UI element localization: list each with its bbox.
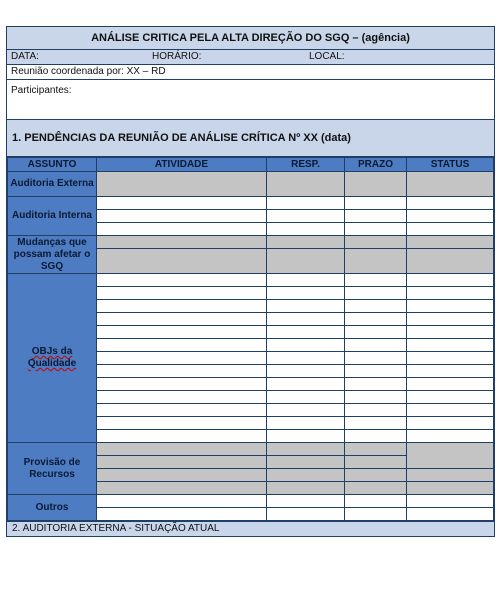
cell[interactable] [267, 287, 345, 300]
cell[interactable] [407, 339, 494, 352]
subject-provisao: Provisão de Recursos [8, 443, 97, 495]
cell[interactable] [407, 391, 494, 404]
cell[interactable] [345, 469, 407, 482]
cell[interactable] [97, 313, 267, 326]
cell[interactable] [407, 404, 494, 417]
participants-row: Participantes: [7, 80, 494, 120]
cell[interactable] [97, 249, 267, 274]
cell[interactable] [267, 300, 345, 313]
cell[interactable] [267, 249, 345, 274]
cell[interactable] [407, 430, 494, 443]
cell[interactable] [345, 391, 407, 404]
table-header-row [8, 158, 494, 172]
cell[interactable] [267, 352, 345, 365]
cell[interactable] [345, 249, 407, 274]
col-prazo: PRAZO [345, 158, 407, 172]
cell[interactable] [267, 326, 345, 339]
section1-title: 1. PENDÊNCIAS DA REUNIÃO DE ANÁLISE CRÍTICA Nº XX (data) [7, 120, 494, 157]
cell[interactable] [97, 508, 267, 521]
cell[interactable] [407, 172, 494, 197]
cell[interactable] [267, 482, 345, 495]
col-status: STATUS [407, 158, 494, 172]
cell[interactable] [97, 274, 267, 287]
table-row [8, 495, 494, 508]
cell[interactable] [345, 326, 407, 339]
table-row [8, 197, 494, 210]
cell[interactable] [407, 508, 494, 521]
cell[interactable] [407, 249, 494, 274]
cell[interactable] [407, 378, 494, 391]
cell[interactable] [267, 223, 345, 236]
subject-objs [8, 274, 97, 443]
cell[interactable] [345, 495, 407, 508]
cell[interactable] [345, 378, 407, 391]
cell[interactable] [97, 378, 267, 391]
cell[interactable] [267, 197, 345, 210]
cell[interactable] [345, 352, 407, 365]
cell[interactable] [267, 236, 345, 249]
form-title: ANÁLISE CRITICA PELA ALTA DIREÇÃO DO SGQ – (agência) [7, 27, 494, 50]
table-row [8, 274, 494, 287]
cell[interactable] [345, 404, 407, 417]
cell[interactable] [345, 456, 407, 469]
local-label: LOCAL: [309, 51, 345, 62]
coordinator-row: Reunião coordenada por: XX – RD [7, 65, 494, 80]
cell[interactable] [345, 287, 407, 300]
cell[interactable] [407, 417, 494, 430]
cell[interactable] [345, 430, 407, 443]
cell[interactable] [267, 274, 345, 287]
cell[interactable] [267, 456, 345, 469]
cell[interactable] [345, 508, 407, 521]
col-atividade: ATIVIDADE [97, 158, 267, 172]
cell[interactable] [97, 495, 267, 508]
cell[interactable] [267, 339, 345, 352]
cell[interactable] [345, 236, 407, 249]
cell[interactable] [97, 482, 267, 495]
cell[interactable] [267, 172, 345, 197]
cell[interactable] [407, 469, 494, 482]
table-row [8, 172, 494, 197]
cell[interactable] [97, 417, 267, 430]
cell[interactable] [407, 365, 494, 378]
cell[interactable] [345, 313, 407, 326]
cell[interactable] [345, 443, 407, 456]
cell[interactable] [97, 352, 267, 365]
cell[interactable] [267, 495, 345, 508]
cell[interactable] [407, 223, 494, 236]
horario-label: HORÁRIO: [152, 51, 202, 62]
data-label: DATA: [11, 51, 39, 62]
subject-outros: Outros [8, 495, 97, 521]
cell[interactable] [97, 339, 267, 352]
info-row [7, 50, 494, 65]
cell[interactable] [267, 508, 345, 521]
cell[interactable] [97, 172, 267, 197]
table-row [8, 236, 494, 249]
cell[interactable] [267, 313, 345, 326]
cell[interactable] [407, 197, 494, 210]
cell[interactable] [407, 313, 494, 326]
cell[interactable] [97, 210, 267, 223]
cell[interactable] [97, 300, 267, 313]
cell[interactable] [267, 443, 345, 456]
cell[interactable] [267, 378, 345, 391]
cell[interactable] [345, 223, 407, 236]
cell[interactable] [345, 197, 407, 210]
cell[interactable] [345, 417, 407, 430]
subject-mudancas: Mudanças que possam afetar o SGQ [8, 236, 97, 274]
cell[interactable] [267, 417, 345, 430]
cell[interactable] [407, 236, 494, 249]
cell[interactable] [97, 223, 267, 236]
cell[interactable] [97, 365, 267, 378]
pending-items-table [7, 157, 494, 521]
cell[interactable] [345, 482, 407, 495]
cell[interactable] [97, 430, 267, 443]
cell[interactable] [407, 482, 494, 495]
cell[interactable] [407, 274, 494, 287]
cell[interactable] [345, 365, 407, 378]
cell[interactable] [345, 300, 407, 313]
cell[interactable] [267, 430, 345, 443]
cell[interactable] [407, 443, 494, 469]
cell[interactable] [97, 456, 267, 469]
cell[interactable] [407, 210, 494, 223]
subject-auditoria-interna: Auditoria Interna [8, 197, 97, 236]
col-resp: RESP. [267, 158, 345, 172]
cell[interactable] [97, 404, 267, 417]
cell[interactable] [407, 495, 494, 508]
cell[interactable] [97, 326, 267, 339]
table-row [8, 443, 494, 456]
cell[interactable] [267, 365, 345, 378]
cell[interactable] [407, 287, 494, 300]
cell[interactable] [407, 300, 494, 313]
cell[interactable] [407, 352, 494, 365]
objs-label: OBJs da Qualidade [27, 346, 77, 369]
cell[interactable] [345, 210, 407, 223]
subject-auditoria-externa: Auditoria Externa [8, 172, 97, 197]
cell[interactable] [97, 236, 267, 249]
cell[interactable] [97, 469, 267, 482]
cell[interactable] [97, 391, 267, 404]
cell[interactable] [345, 172, 407, 197]
col-assunto: ASSUNTO [8, 158, 97, 172]
cell[interactable] [97, 287, 267, 300]
cell[interactable] [267, 210, 345, 223]
cell[interactable] [345, 274, 407, 287]
section2-title: 2. AUDITORIA EXTERNA - SITUAÇÃO ATUAL [7, 521, 494, 536]
cell[interactable] [267, 469, 345, 482]
cell[interactable] [345, 339, 407, 352]
cell[interactable] [267, 404, 345, 417]
cell[interactable] [267, 391, 345, 404]
cell[interactable] [407, 326, 494, 339]
review-form [6, 26, 495, 537]
cell[interactable] [97, 197, 267, 210]
cell[interactable] [97, 443, 267, 456]
